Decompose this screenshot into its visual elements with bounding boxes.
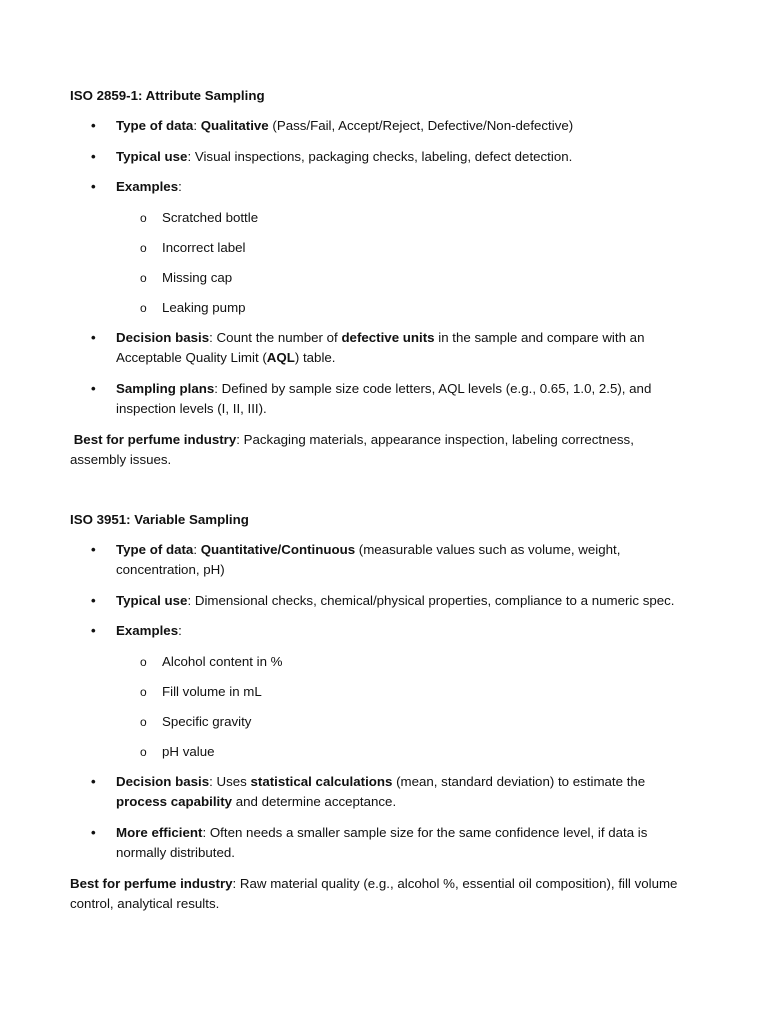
bullet-list bbox=[70, 116, 685, 420]
item-text: (mean, standard deviation) to estimate the bbox=[392, 773, 646, 789]
bullet-icon: • bbox=[91, 824, 96, 840]
bullet-icon: • bbox=[91, 623, 96, 638]
example-text: Alcohol content in % bbox=[162, 653, 283, 669]
bullet-icon: • bbox=[91, 329, 96, 345]
circle-bullet-icon: o bbox=[140, 210, 147, 225]
item-label: Decision basis bbox=[116, 329, 210, 345]
best-for-paragraph bbox=[70, 874, 685, 915]
bullet-list bbox=[70, 540, 685, 864]
bullet-icon: • bbox=[91, 541, 96, 557]
example-text: Fill volume in mL bbox=[162, 683, 262, 699]
list-item-decision-basis bbox=[70, 328, 685, 369]
circle-bullet-icon: o bbox=[140, 714, 147, 729]
circle-bullet-icon: o bbox=[140, 654, 147, 669]
example-text: Specific gravity bbox=[162, 713, 252, 729]
item-label: Typical use bbox=[116, 148, 188, 164]
item-text: : Count the number of bbox=[209, 329, 342, 345]
circle-bullet-icon: o bbox=[140, 270, 147, 285]
item-text: : Defined by sample size code letters, AQL levels (e.g., 0.65, 1.0, 2.5), and inspection levels (I, II, III). bbox=[116, 380, 652, 416]
circle-bullet-icon: o bbox=[140, 300, 147, 315]
example-item bbox=[116, 208, 685, 228]
item-separator: : bbox=[193, 118, 201, 133]
item-label: Type of data bbox=[116, 118, 194, 133]
example-text: Missing cap bbox=[162, 269, 233, 285]
item-strong: AQL bbox=[266, 350, 295, 365]
item-label: Decision basis bbox=[116, 773, 210, 789]
item-text: and determine acceptance. bbox=[232, 794, 397, 809]
item-label: More efficient bbox=[116, 824, 203, 840]
item-strong: statistical calculations bbox=[250, 773, 393, 789]
item-strong: Qualitative bbox=[200, 118, 269, 133]
list-item-type-of-data bbox=[70, 116, 685, 137]
item-label: Examples bbox=[116, 179, 179, 194]
item-text: (measurable values such as volume, weight, concentration, pH) bbox=[116, 541, 621, 577]
circle-bullet-icon: o bbox=[140, 240, 147, 255]
section-iso-3951 bbox=[70, 510, 685, 915]
example-text: pH value bbox=[162, 743, 215, 759]
examples-list bbox=[116, 208, 685, 318]
list-item-type-of-data bbox=[70, 540, 685, 581]
bullet-icon: • bbox=[91, 592, 96, 608]
list-item-typical-use bbox=[70, 147, 685, 168]
item-text: in the sample and compare with an Acceptable Quality Limit ( bbox=[116, 329, 645, 365]
item-label: Sampling plans bbox=[116, 380, 215, 396]
examples-list bbox=[116, 652, 685, 762]
list-item-sampling-plans bbox=[70, 379, 685, 420]
bullet-icon: • bbox=[91, 179, 96, 194]
section-iso-2859 bbox=[70, 86, 685, 471]
best-for-text: : Raw material quality (e.g., alcohol %, essential oil composition), fill volume control, analytical results. bbox=[70, 875, 678, 911]
example-item bbox=[116, 268, 685, 288]
bullet-icon: • bbox=[91, 148, 96, 164]
list-item-decision-basis bbox=[70, 772, 685, 813]
best-for-paragraph bbox=[70, 430, 685, 471]
example-item bbox=[116, 652, 685, 672]
list-item-examples bbox=[70, 177, 685, 318]
item-label: Type of data bbox=[116, 541, 194, 557]
best-for-label: Best for perfume industry bbox=[70, 431, 237, 447]
list-item-more-efficient bbox=[70, 823, 685, 864]
item-text: : Uses bbox=[209, 773, 251, 789]
item-text: (Pass/Fail, Accept/Reject, Defective/Non-defective) bbox=[268, 118, 574, 133]
circle-bullet-icon: o bbox=[140, 684, 147, 699]
item-text: : bbox=[178, 623, 182, 638]
list-item-examples bbox=[70, 621, 685, 762]
item-label: Examples bbox=[116, 623, 179, 638]
example-item bbox=[116, 682, 685, 702]
bullet-icon: • bbox=[91, 773, 96, 789]
example-item bbox=[116, 742, 685, 762]
bullet-icon: • bbox=[91, 380, 96, 396]
item-text: ) table. bbox=[294, 350, 336, 365]
item-label: Typical use bbox=[116, 592, 188, 608]
item-separator: : bbox=[193, 541, 201, 557]
item-text: : Visual inspections, packaging checks, labeling, defect detection. bbox=[187, 148, 573, 164]
list-item-typical-use bbox=[70, 591, 685, 612]
best-for-text: : Packaging materials, appearance inspection, labeling correctness, assembly issues. bbox=[70, 431, 634, 467]
document-page bbox=[70, 86, 685, 915]
item-text: : Dimensional checks, chemical/physical properties, compliance to a numeric spec. bbox=[187, 592, 675, 608]
example-item bbox=[116, 712, 685, 732]
item-text: : bbox=[178, 179, 182, 194]
example-text: Leaking pump bbox=[162, 299, 246, 315]
item-strong: Quantitative/Continuous bbox=[200, 541, 356, 557]
section-heading: ISO 2859-1: Attribute Sampling bbox=[70, 88, 265, 103]
example-text: Incorrect label bbox=[162, 239, 246, 255]
best-for-label: Best for perfume industry bbox=[70, 875, 233, 891]
example-text: Scratched bottle bbox=[162, 209, 259, 225]
bullet-icon: • bbox=[91, 118, 96, 133]
example-item bbox=[116, 238, 685, 258]
example-item bbox=[116, 298, 685, 318]
item-strong: process capability bbox=[116, 794, 233, 809]
circle-bullet-icon: o bbox=[140, 744, 147, 759]
item-strong: defective units bbox=[341, 329, 435, 345]
section-heading: ISO 3951: Variable Sampling bbox=[70, 511, 249, 527]
item-text: : Often needs a smaller sample size for the same confidence level, if data is normally distributed. bbox=[116, 824, 648, 860]
